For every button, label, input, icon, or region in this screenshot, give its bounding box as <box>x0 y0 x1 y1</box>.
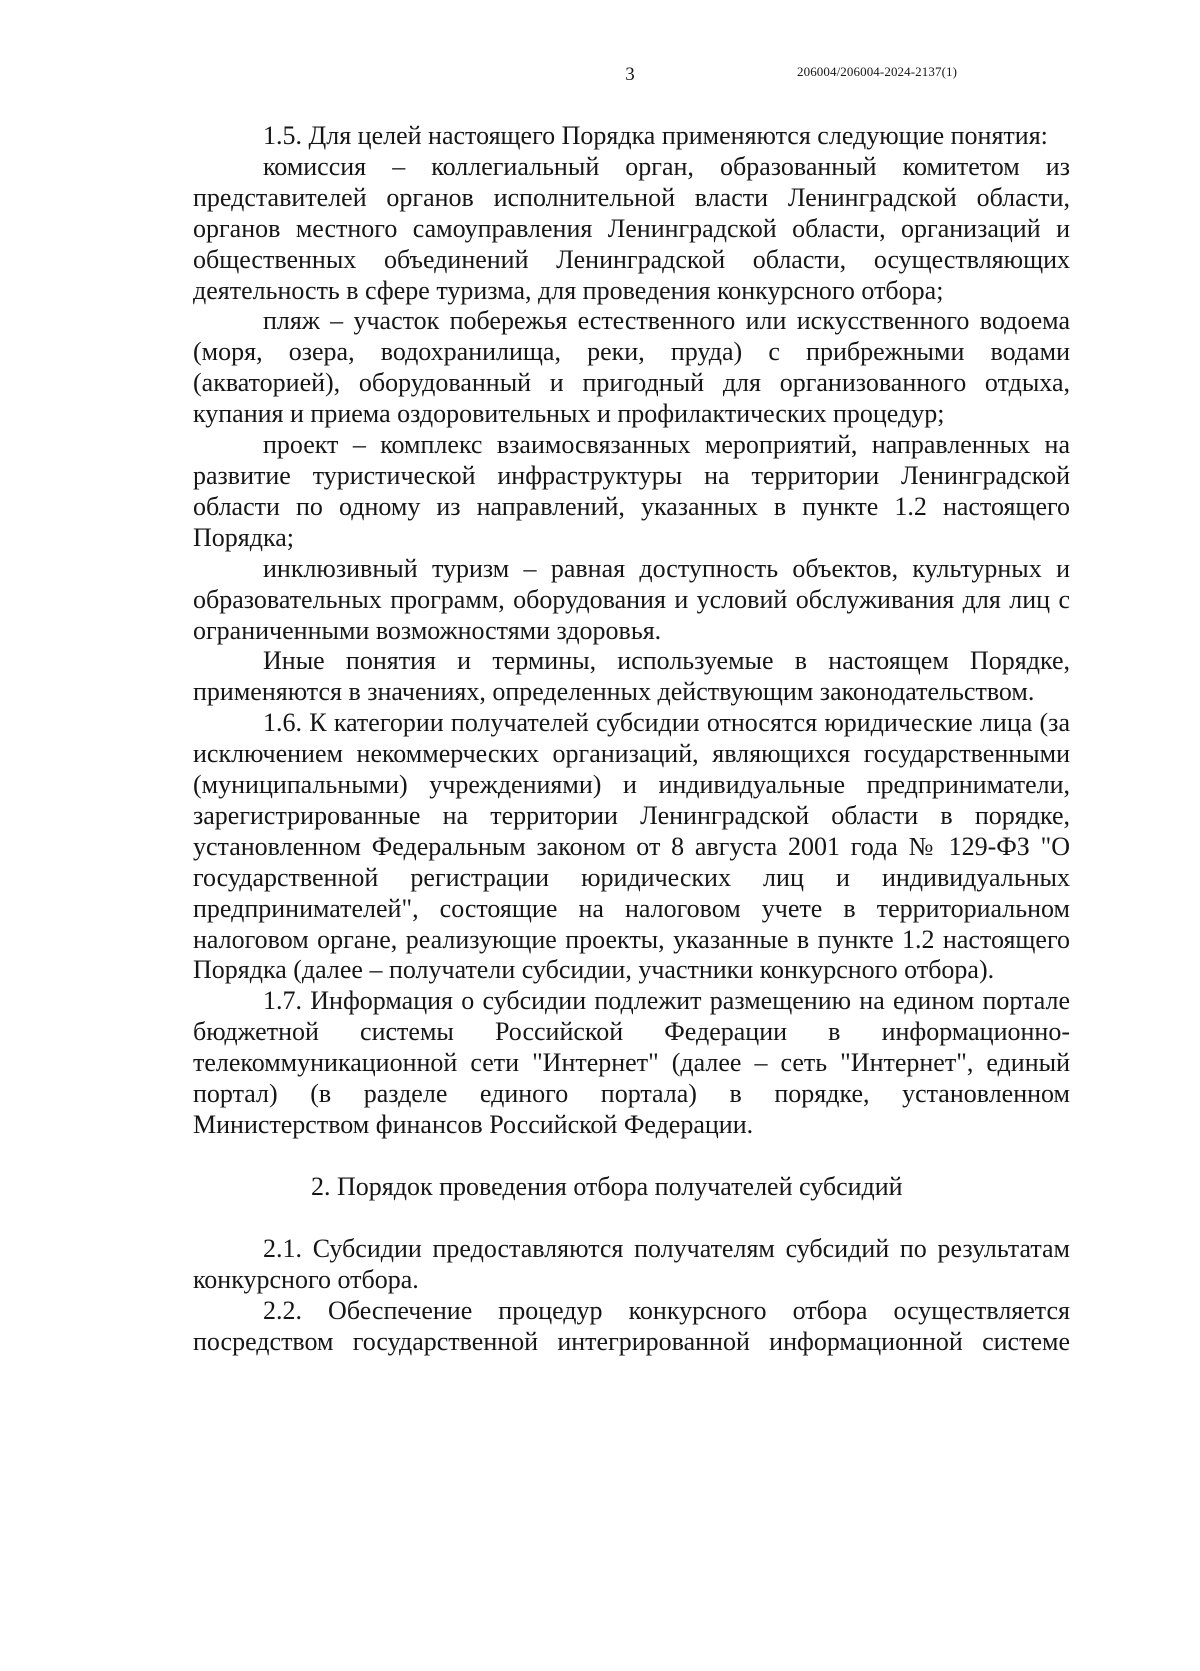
paragraph-2-2: 2.2. Обеспечение процедур конкурсного отбора осуществляется посредством государственной интегрированной информационной системе <box>193 1295 1070 1356</box>
paragraph-1-6: 1.6. К категории получателей субсидии относятся юридические лица (за исключением некоммерческих организаций, являющихся государственными (муниципальными) учреждениями) и индивидуальные предприниматели, зарегистрированные на территории Ленинградской области в порядке, установленном Федеральным законом от 8 августа 2001 года № 129-ФЗ "О государственной регистрации юридических лиц и индивидуальных предпринимателей", состоящие на налоговом учете в территориальном налоговом органе, реализующие проекты, указанные в пункте 1.2 настоящего Порядка (далее – получатели субсидии, участники конкурсного отбора). <box>193 708 1070 985</box>
paragraph-definition-beach: пляж – участок побережья естественного или искусственного водоема (моря, озера, водохранилища, реки, пруда) с прибрежными водами (акваторией), оборудованный и пригодный для организованного отдыха, купания и приема оздоровительных и профилактических процедур; <box>193 306 1070 429</box>
document-body <box>193 121 1070 1357</box>
paragraph-2-1: 2.1. Субсидии предоставляются получателям субсидий по результатам конкурсного отбора. <box>193 1233 1070 1294</box>
paragraph-1-7: 1.7. Информация о субсидии подлежит размещению на едином портале бюджетной системы Российской Федерации в информационно-телекоммуникационной сети "Интернет" (далее – сеть "Интернет", единый портал) (в разделе единого портала) в порядке, установленном Министерством финансов Российской Федерации. <box>193 986 1070 1139</box>
paragraph-1-5: 1.5. Для целей настоящего Порядка применяются следующие понятия: <box>263 121 1048 150</box>
paragraph-definition-commission: комиссия – коллегиальный орган, образованный комитетом из представителей органов исполнительной власти Ленинградской области, органов местного самоуправления Ленинградской области, организаций и общественных объединений Ленинградской области, осуществляющих деятельность в сфере туризма, для проведения конкурсного отбора; <box>193 151 1070 305</box>
paragraph-other-terms: Иные понятия и термины, используемые в настоящем Порядке, применяются в значениях, определенных действующим законодательством. <box>193 646 1070 707</box>
document-code: 206004/206004-2024-2137(1) <box>797 64 958 79</box>
paragraph-definition-project: проект – комплекс взаимосвязанных мероприятий, направленных на развитие туристической инфраструктуры на территории Ленинградской области по одному из направлений, указанных в пункте 1.2 настоящего Порядка; <box>193 430 1070 552</box>
page-number: 3 <box>625 64 635 85</box>
paragraph-definition-inclusive-tourism: инклюзивный туризм – равная доступность объектов, культурных и образовательных программ, оборудования и условий обслуживания для лиц с ограниченными возможностями здоровья. <box>193 553 1070 645</box>
section-heading-2: 2. Порядок проведения отбора получателей субсидий <box>311 1171 903 1201</box>
